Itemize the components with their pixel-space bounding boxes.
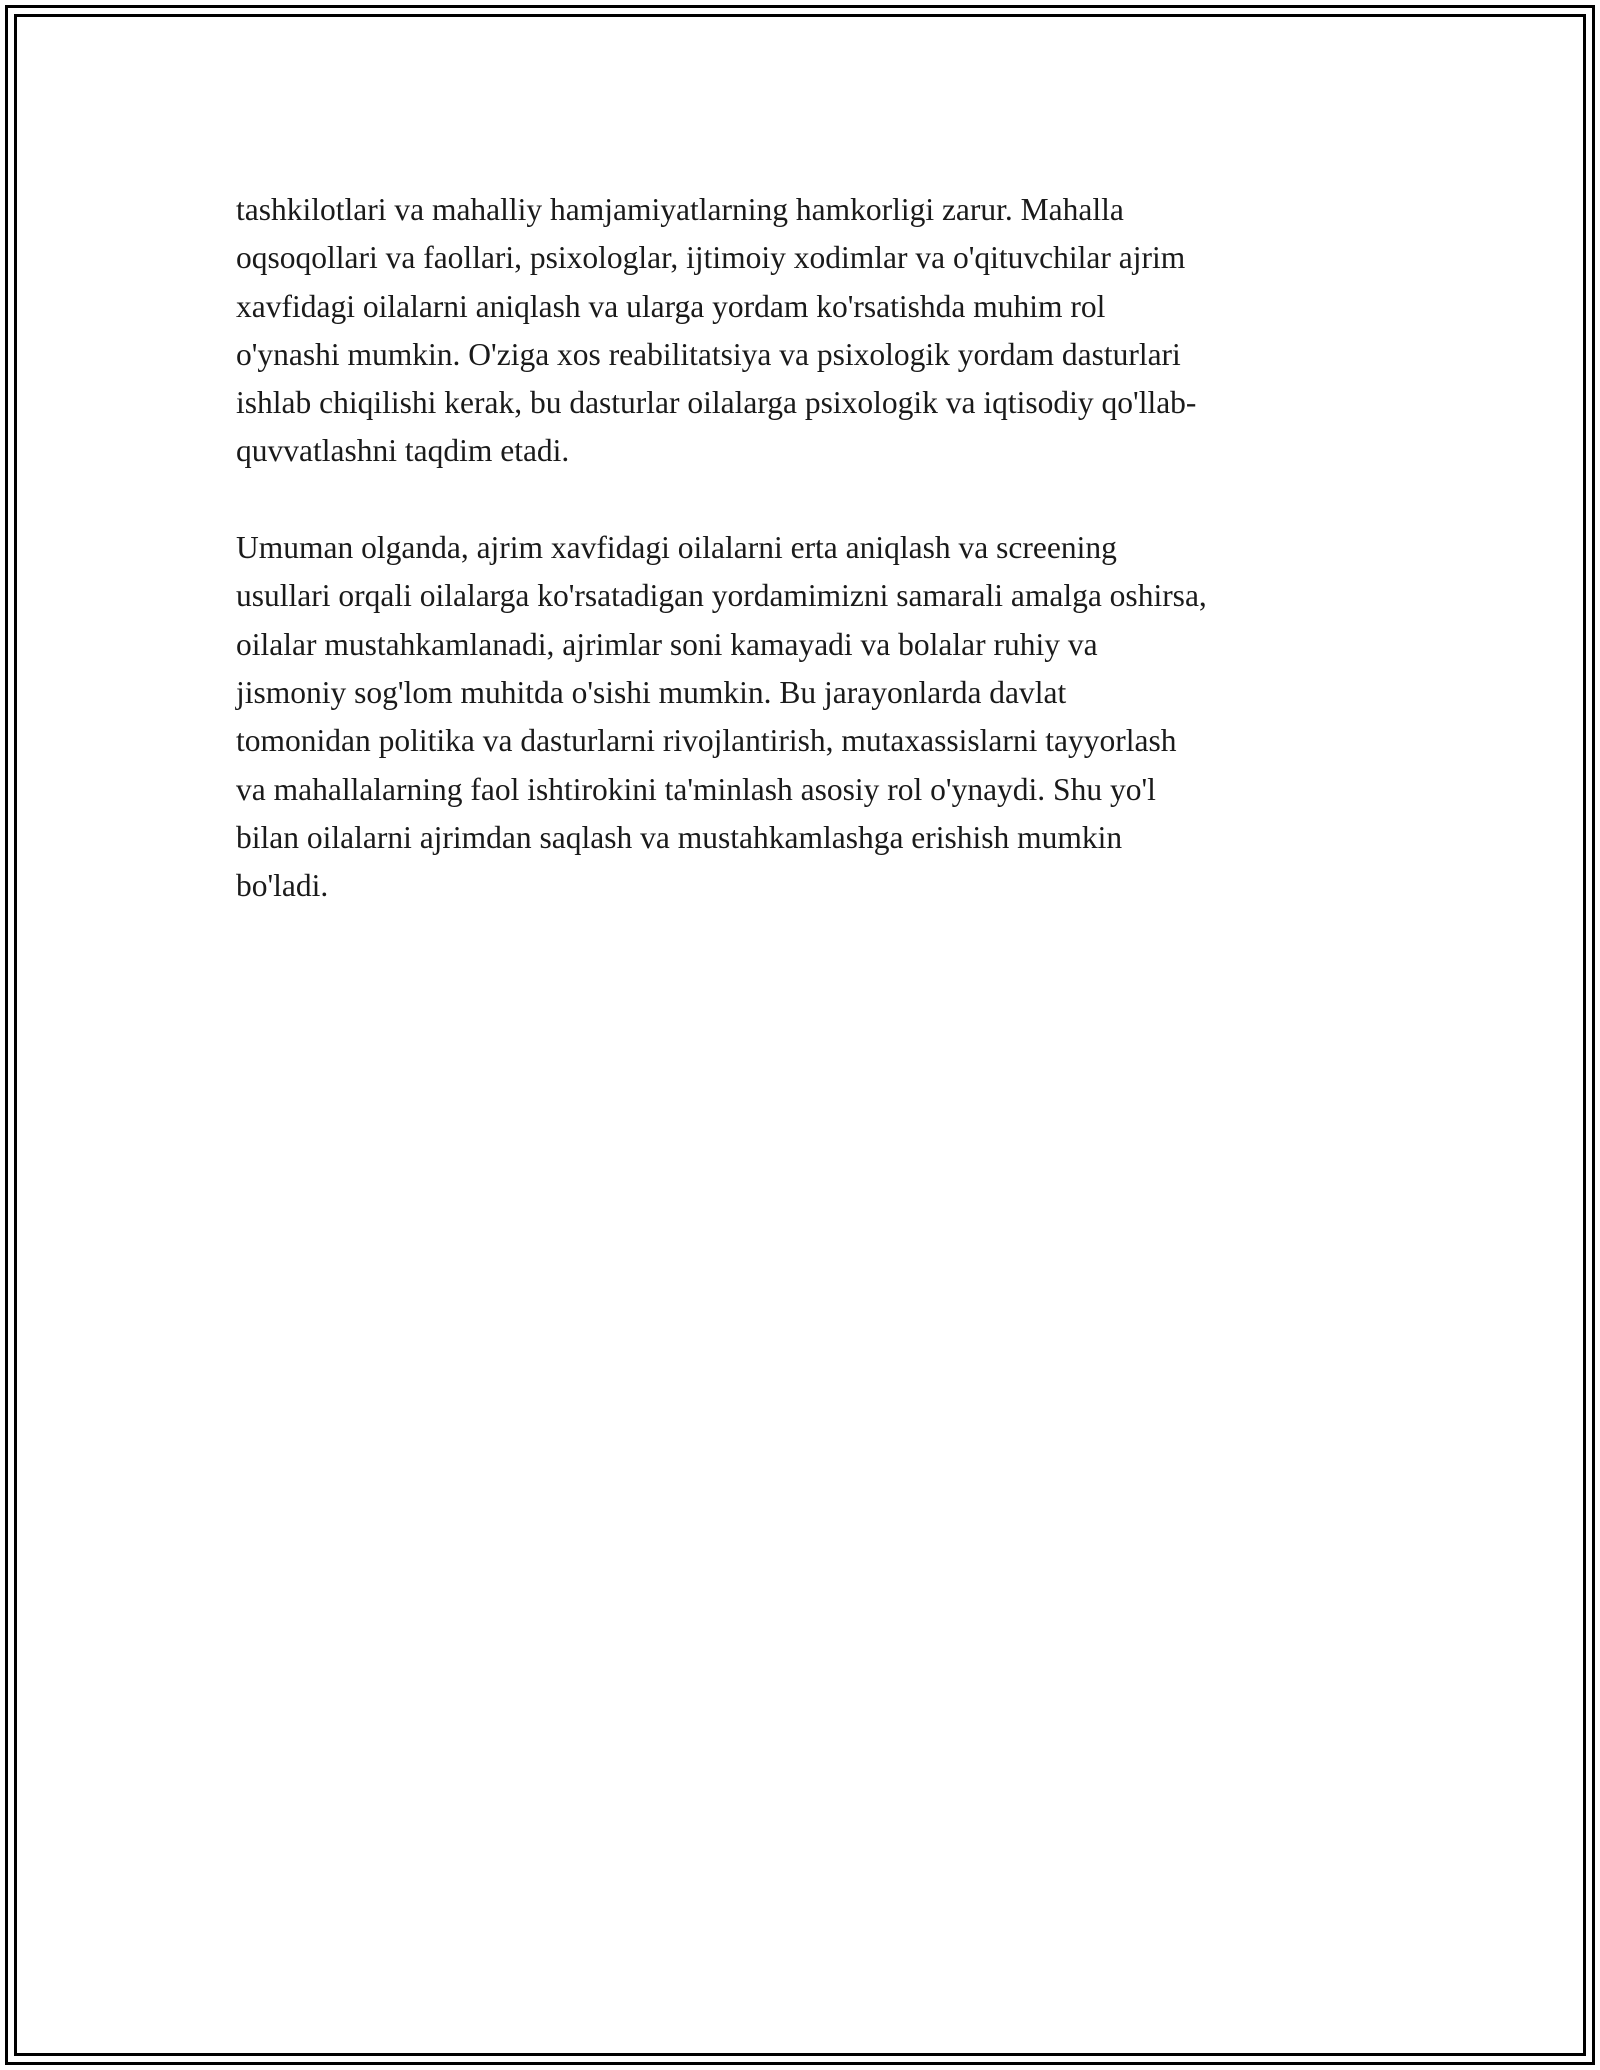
text-line: tashkilotlari va mahalliy hamjamiyatlarning hamkorligi zarur. Mahalla [236,192,1124,227]
text-line: Umuman olganda, ajrim xavfidagi oilalarni erta aniqlash va screening [236,530,1117,566]
text-line: oqsoqollari va faollari, psixologlar, ijtimoiy xodimlar va o'qituvchilar ajrim [236,240,1186,276]
text-line: bo'ladi. [236,868,329,904]
paragraph-2 [236,524,1376,910]
paragraph-spacer [236,476,1376,524]
text-line: ishlab chiqilishi kerak, bu dasturlar oilalarga psixologik va iqtisodiy qo'llab- [236,385,1197,421]
text-line: tomonidan politika va dasturlarni rivojlantirish, mutaxassislarni tayyorlash [236,723,1177,759]
text-line: usullari orqali oilalarga ko'rsatadigan yordamimizni samarali amalga oshirsa, [236,578,1207,614]
text-line: xavfidagi oilalarni aniqlash va ularga yordam ko'rsatishda muhim rol [236,288,1106,324]
text-line: va mahallalarning faol ishtirokini ta'minlash asosiy rol o'ynaydi. Shu yo'l [236,771,1156,807]
text-line: quvvatlashni taqdim etadi. [236,433,570,469]
document-body [236,186,1376,910]
paragraph-1 [236,186,1376,476]
text-line: bilan oilalarni ajrimdan saqlash va mustahkamlashga erishish mumkin [236,819,1123,855]
text-line: o'ynashi mumkin. O'ziga xos reabilitatsiya va psixologik yordam dasturlari [236,336,1181,372]
text-line: jismoniy sog'lom muhitda o'sishi mumkin. Bu jarayonlarda davlat [236,674,1067,710]
text-line: oilalar mustahkamlanadi, ajrimlar soni kamayadi va bolalar ruhiy va [236,626,1098,662]
